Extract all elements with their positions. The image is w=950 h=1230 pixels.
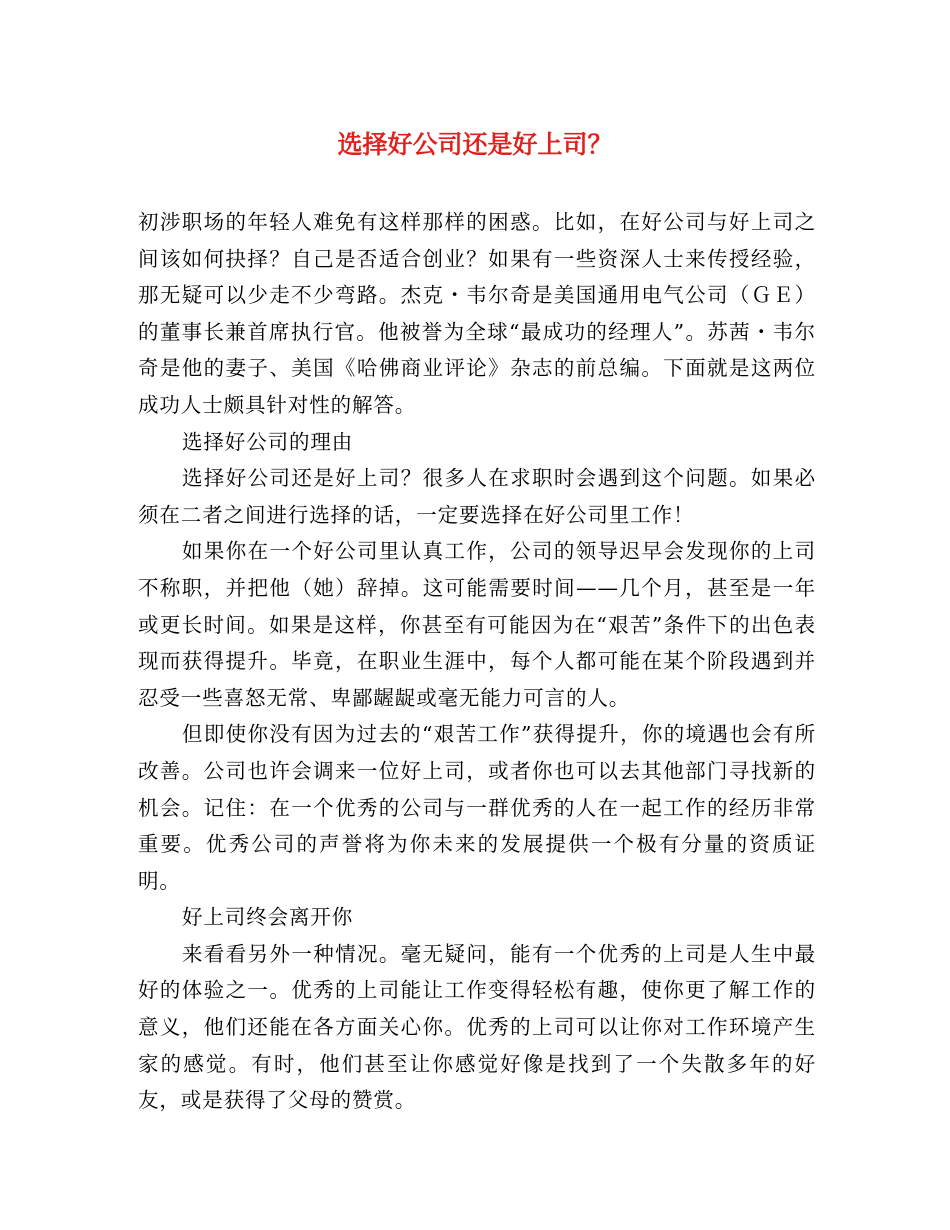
body-paragraph: 但即使你没有因为过去的“艰苦工作”获得提升，你的境遇也会有所改善。公司也许会调来一位好上司，或者你也可以去其他部门寻找新的机会。记住：在一个优秀的公司与一群优秀的人在一起工作的经历非常重要。优秀公司的声誉将为你未来的发展提供一个极有分量的资质证明。 bbox=[138, 722, 816, 893]
body-paragraph: 选择好公司还是好上司？很多人在求职时会遇到这个问题。如果必须在二者之间进行选择的话，一定要选择在好公司里工作！ bbox=[138, 466, 816, 527]
document-body bbox=[138, 204, 816, 1119]
section-heading-good-boss: 好上司终会离开你 bbox=[182, 905, 354, 930]
body-paragraph: 如果你在一个好公司里认真工作，公司的领导迟早会发现你的上司不称职，并把他（她）辞掉。这可能需要时间——几个月，甚至是一年或更长时间。如果是这样，你甚至有可能因为在“艰苦”条件下的出色表现而获得提升。毕竟，在职业生涯中，每个人都可能在某个阶段遇到并忍受一些喜怒无常、卑鄙龌龊或毫无能力可言的人。 bbox=[138, 539, 816, 710]
section-heading-good-company: 选择好公司的理由 bbox=[182, 429, 354, 454]
body-paragraph: 来看看另外一种情况。毫无疑问，能有一个优秀的上司是人生中最好的体验之一。优秀的上司能让工作变得轻松有趣，使你更了解工作的意义，他们还能在各方面关心你。优秀的上司可以让你对工作环境产生家的感觉。有时，他们甚至让你感觉好像是找到了一个失散多年的好友，或是获得了父母的赞赏。 bbox=[138, 941, 816, 1113]
page-title: 选择好公司还是好上司？ bbox=[337, 130, 613, 159]
intro-paragraph: 初涉职场的年轻人难免有这样那样的困惑。比如，在好公司与好上司之间该如何抉择？自己是否适合创业？如果有一些资深人士来传授经验，那无疑可以少走不少弯路。杰克・韦尔奇是美国通用电气公司（ＧＥ）的董事长兼首席执行官。他被誉为全球“最成功的经理人”。苏茜・韦尔奇是他的妻子、美国《哈佛商业评论》杂志的前总编。下面就是这两位成功人士颇具针对性的解答。 bbox=[138, 210, 816, 417]
